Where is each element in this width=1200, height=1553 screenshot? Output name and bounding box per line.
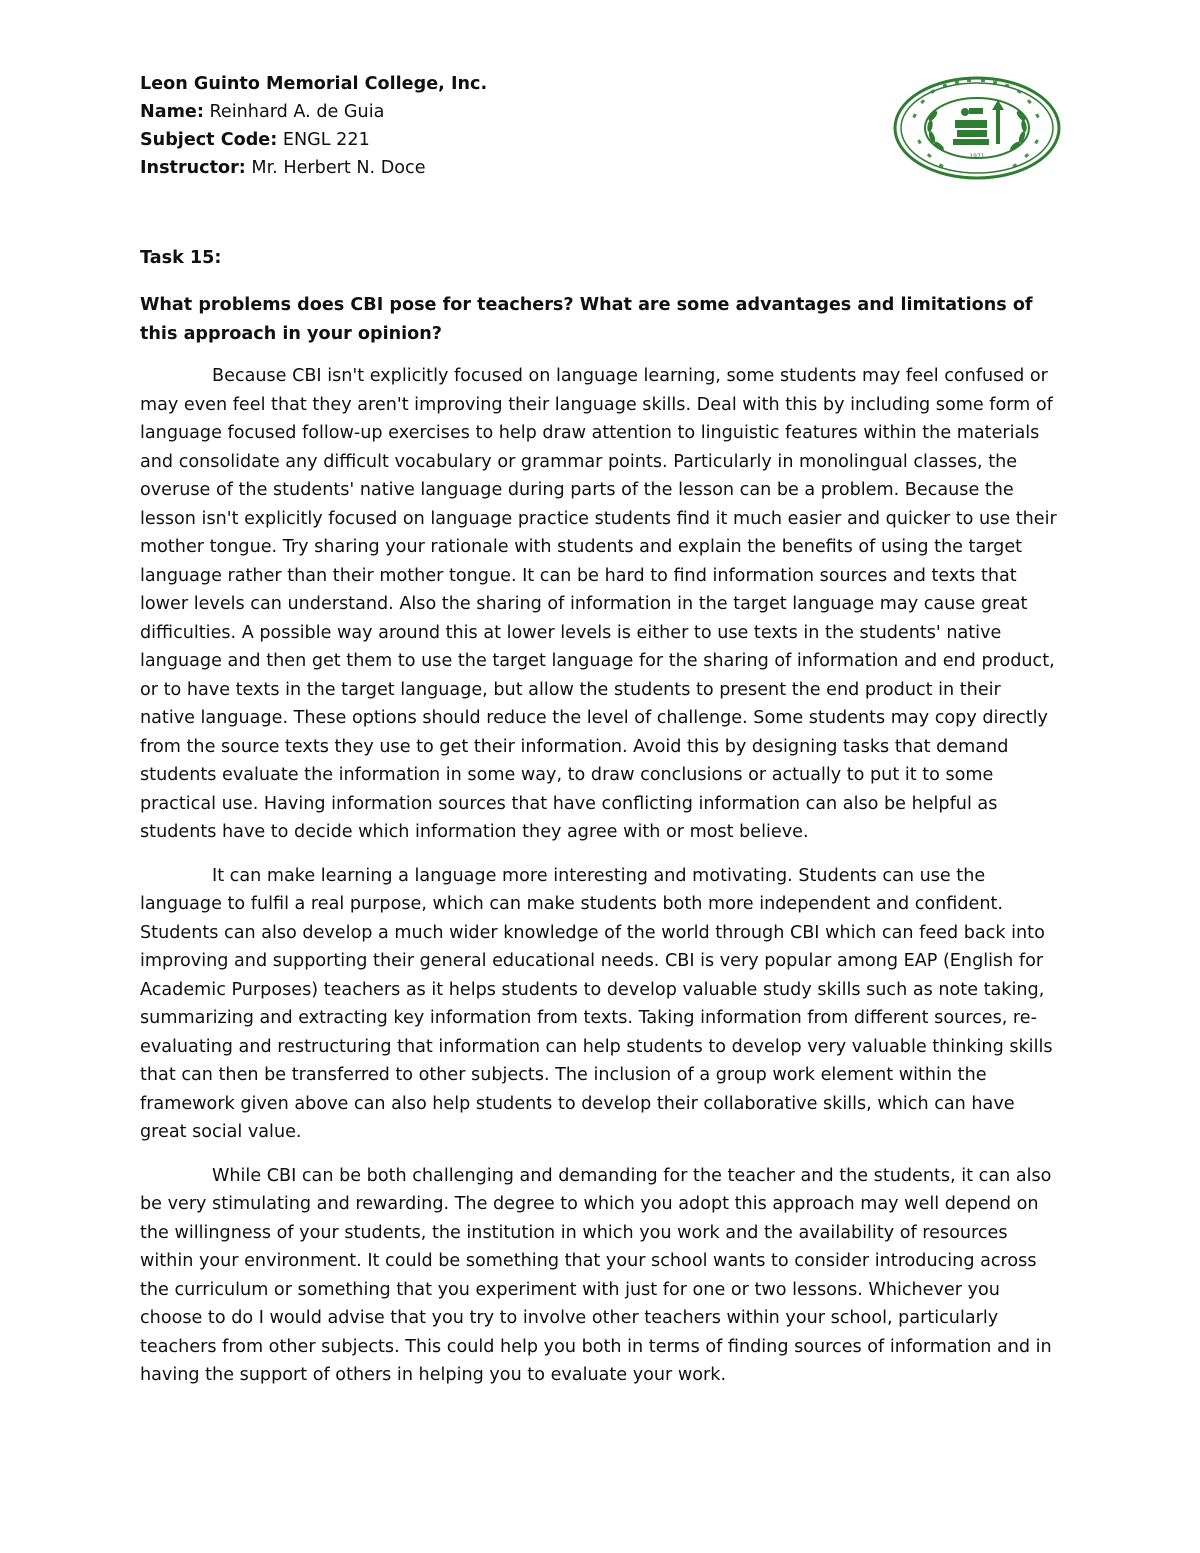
subject-code-row [140, 126, 487, 154]
task-label: Task 15: [140, 248, 222, 268]
student-name-row [140, 98, 487, 126]
instructor-label: Instructor: [140, 158, 246, 178]
college-seal-logo [893, 76, 1061, 180]
institution-name: Leon Guinto Memorial College, Inc. [140, 74, 488, 94]
instructor-row [140, 154, 487, 182]
essay-paragraph-2: It can make learning a language more interesting and motivating. Students can use the language to fulfil a real purpose, which can make students both more independent and confident. Students can also develop a much wider knowledge of the world through CBI which can feed back into improving and supporting their general educational needs. CBI is very popular among EAP (English for Academic Purposes) teachers as it helps students to develop valuable study skills such as note taking, summarizing and extracting key information from texts. Taking information from different sources, re-evaluating and restructuring that information can help students to develop very valuable thinking skills that can then be transferred to other subjects. The inclusion of a group work element within the framework given above can also help students to develop their collaborative skills, which can have great social value. [140, 865, 1053, 1142]
essay-paragraph-3: While CBI can be both challenging and demanding for the teacher and the students, it can also be very stimulating and rewarding. The degree to which you adopt this approach may well depend on the willingness of your students, the institution in which you work and the availability of resources within your environment. It could be something that your school wants to consider introducing across the curriculum or something that you experiment with just for one or two lessons. Whichever you choose to do I would advise that you try to involve other teachers within your school, particularly teachers from other subjects. This could help you both in terms of finding sources of information and in having the support of others in helping you to evaluate your work. [140, 1165, 1052, 1385]
essay-paragraph-1: Because CBI isn't explicitly focused on language learning, some students may feel confused or may even feel that they aren't improving their language skills. Deal with this by including some form of language focused follow-up exercises to help draw attention to linguistic features within the materials and consolidate any difficult vocabulary or grammar points. Particularly in monolingual classes, the overuse of the students' native language during parts of the lesson can be a problem. Because the lesson isn't explicitly focused on language practice students find it much easier and quicker to use their mother tongue. Try sharing your rationale with students and explain the benefits of using the target language rather than their mother tongue. It can be hard to find information sources and texts that lower levels can understand. Also the sharing of information in the target language may cause great difficulties. A possible way around this at lower levels is either to use texts in the students' native language and then get them to use the target language for the sharing of information and end product, or to have texts in the target language, but allow the students to present the end product in their native language. These options should reduce the level of challenge. Some students may copy directly from the source texts they use to get their information. Avoid this by designing tasks that demand students evaluate the information in some way, to draw conclusions or actually to put it to some practical use. Having information sources that have conflicting information can also be helpful as students have to decide which information they agree with or most believe. [140, 366, 1057, 842]
name-label: Name: [140, 102, 204, 122]
subject-value: ENGL 221 [277, 130, 370, 150]
subject-label: Subject Code: [140, 130, 278, 150]
instructor-value: Mr. Herbert N. Doce [245, 158, 426, 178]
task-question: What problems does CBI pose for teachers? What are some advantages and limitations of this approach in your opinion? [140, 295, 1033, 344]
document-header [140, 70, 487, 182]
seal-year: 1971 [969, 153, 985, 160]
essay-body [140, 362, 1058, 1405]
name-value: Reinhard A. de Guia [203, 102, 385, 122]
